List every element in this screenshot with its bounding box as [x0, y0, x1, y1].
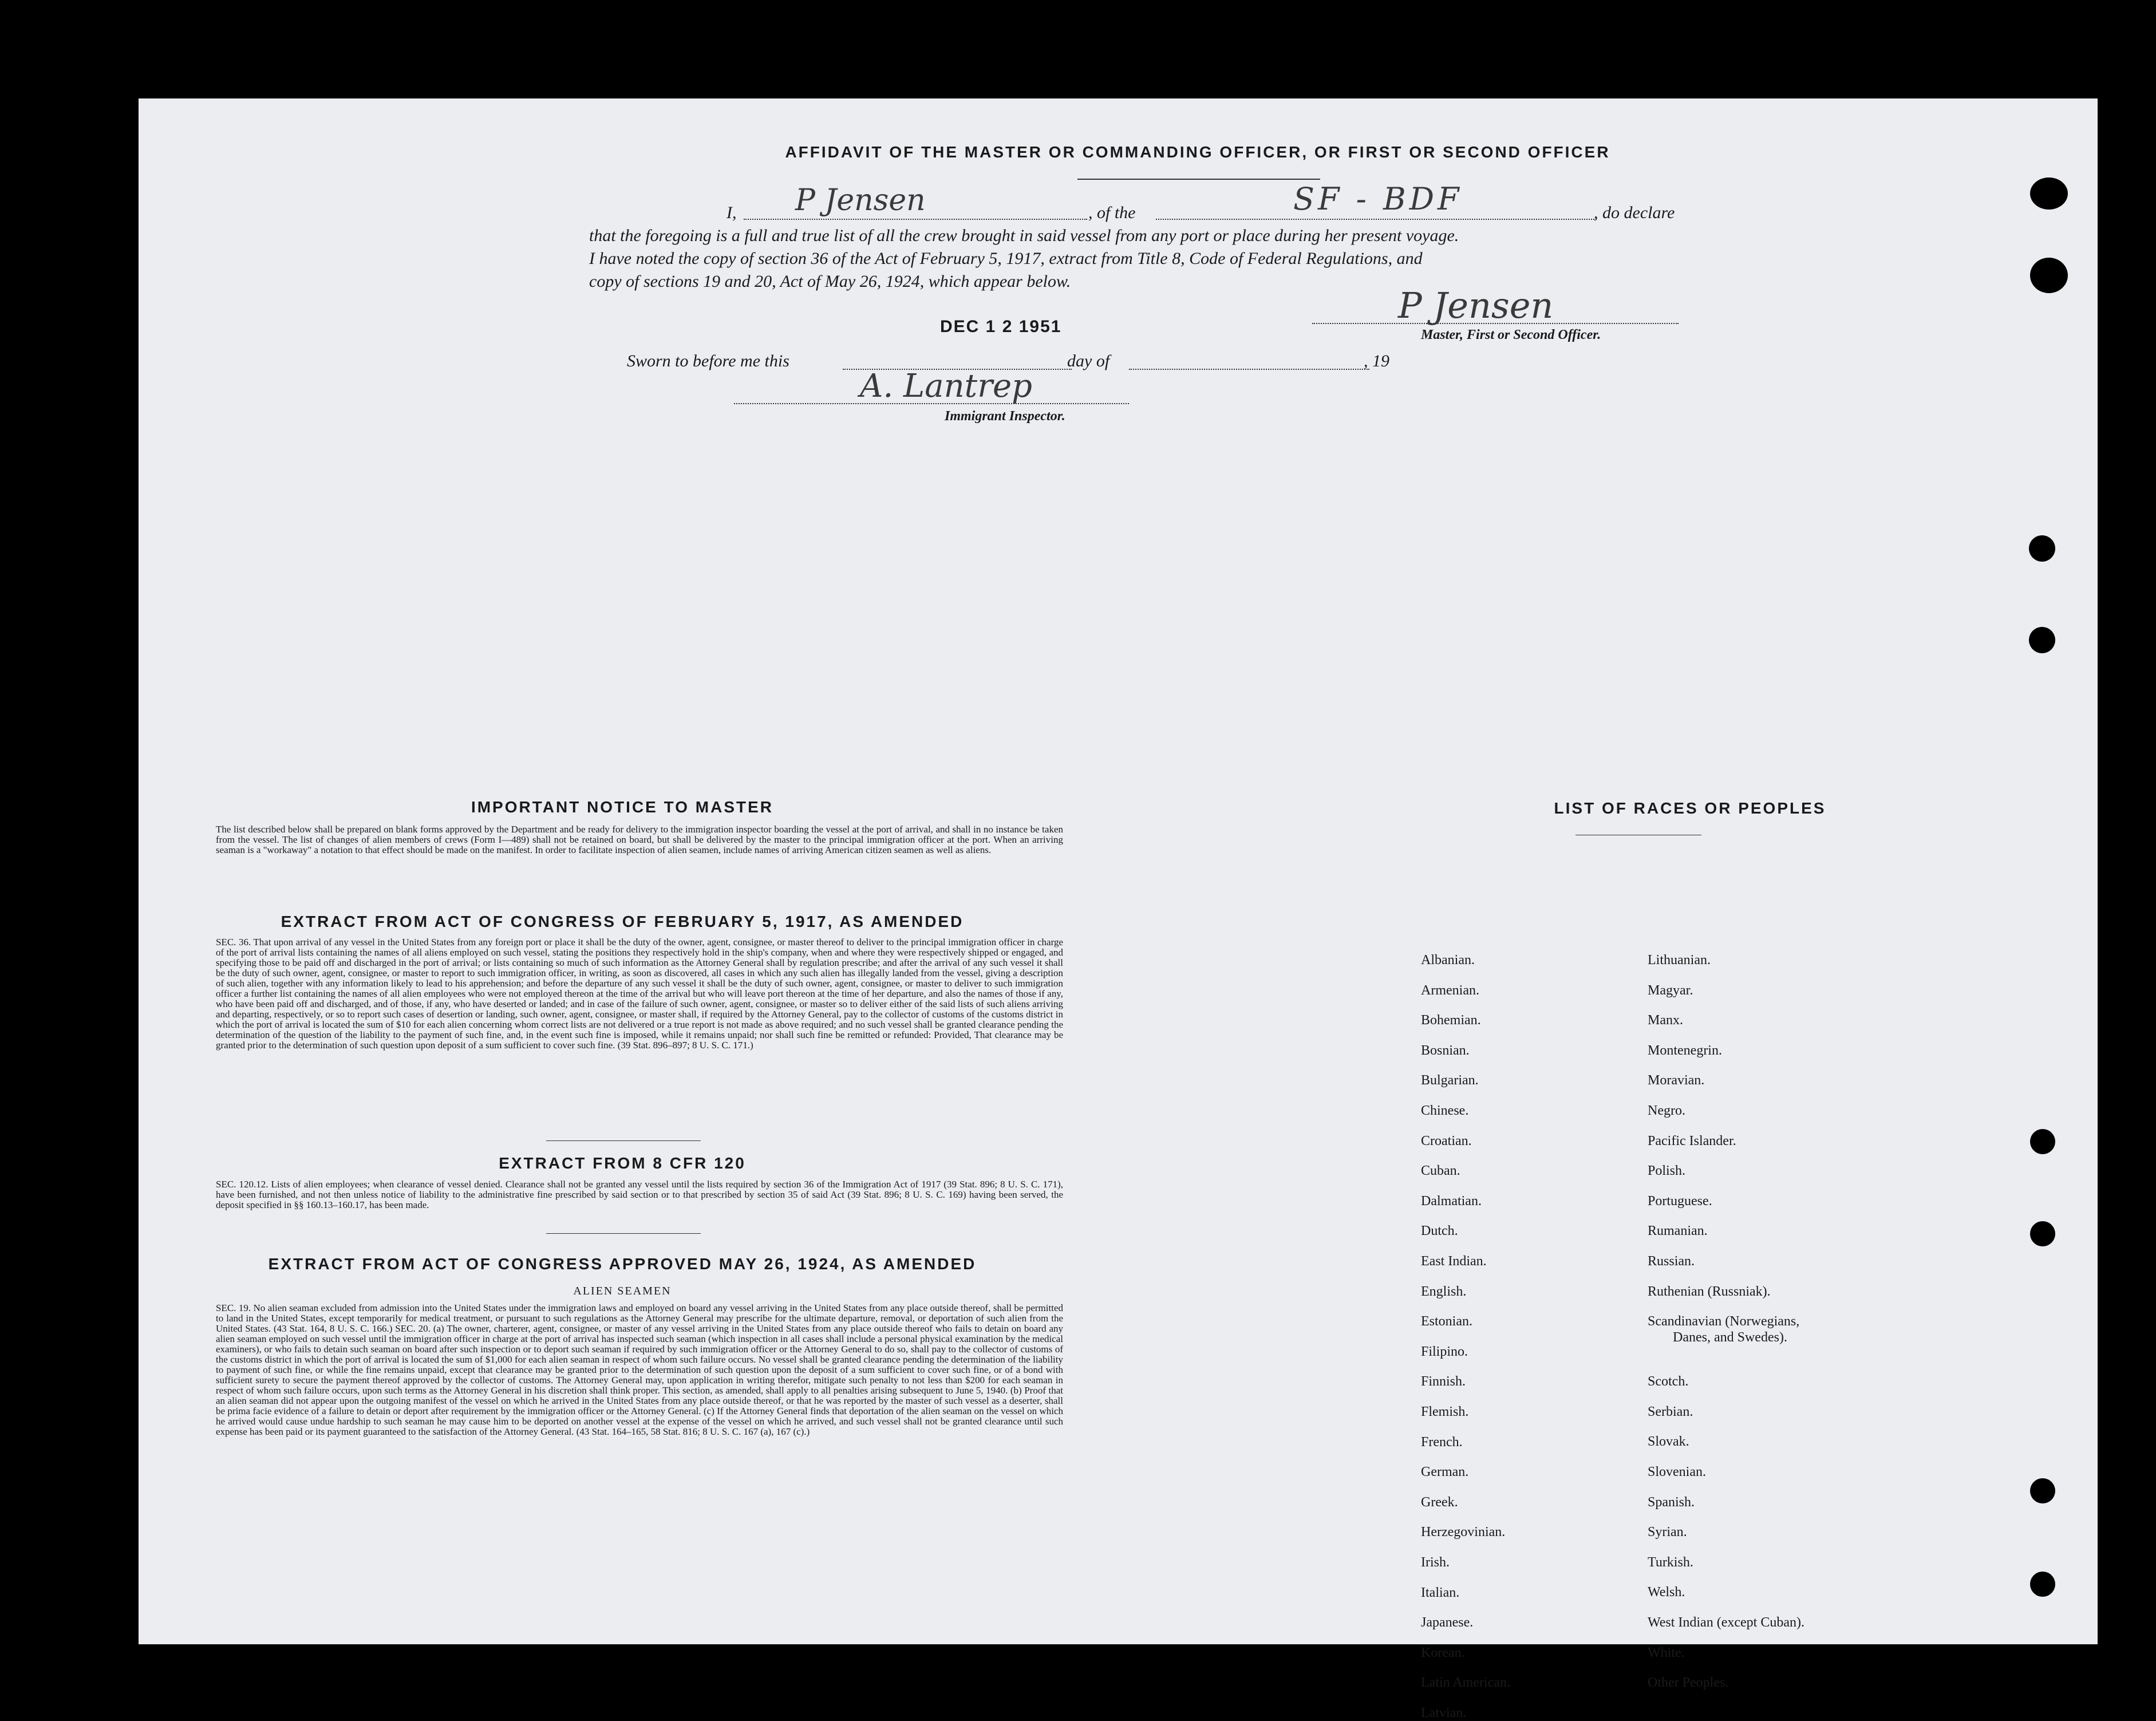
- declaration-line-1: [589, 181, 1849, 224]
- race-item: Slovak.: [1648, 1434, 1689, 1449]
- race-item: West Indian (except Cuban).: [1648, 1615, 1804, 1630]
- race-item: Magyar.: [1648, 983, 1693, 998]
- race-item: German.: [1421, 1465, 1469, 1479]
- binder-hole: [2030, 1478, 2055, 1503]
- race-item: Slovenian.: [1648, 1465, 1706, 1479]
- binder-hole: [2030, 1221, 2055, 1246]
- inspector-caption: Immigrant Inspector.: [945, 409, 1065, 424]
- binder-hole: [2030, 1572, 2055, 1597]
- race-item: Croatian.: [1421, 1134, 1472, 1148]
- race-item: Chinese.: [1421, 1103, 1469, 1118]
- race-item: Finnish.: [1421, 1374, 1466, 1389]
- race-item: Scandinavian (Norwegians,: [1648, 1314, 1800, 1329]
- date-stamp: DEC 1 2 1951: [940, 317, 1062, 336]
- divider: [546, 1233, 701, 1234]
- inspector-signature: A. Lantrep: [860, 368, 1032, 405]
- race-item: Scotch.: [1648, 1374, 1689, 1389]
- race-item: Herzegovinian.: [1421, 1525, 1506, 1540]
- day-of-label: day of: [1067, 352, 1110, 370]
- notice-body: The list described below shall be prepared on blank forms approved by the Department and be ready for delivery to the immigration inspector boarding the vessel at the port of arrival, and shall in no instance be taken from the vessel. The list of changes of alien members of crews (Form I—489) shall not be retained on board, but shall be delivered by the master to the principal immigration officer at the port. When an arriving seaman is a "workaway" a notation to that effect should be made on the manifest. In order to facilitate inspection of alien seamen, include names of arriving American citizen seamen as well as aliens.: [216, 824, 1063, 855]
- handwritten-vessel: SF - BDF: [1293, 181, 1463, 217]
- extract-1924-body: SEC. 19. No alien seaman excluded from admission into the United States under the immigration laws and employed on board any vessel arriving in the United States from any place outside thereof, shall be permitted to land in the United States, except temporarily for medical treatment, or pursuant to such regulations as the Attorney General may prescribe for the ultimate departure, removal, or deportation of such alien from the United States. (43 Stat. 164, 8 U. S. C. 166.) SEC. 20. (a) The owner, charterer, agent, consignee, or master of any vessel arriving in the United States from any place outside thereof who fails to detain on board any alien seaman employed on such vessel until the immigration officer in charge at the port of arrival has inspected such seaman (which inspection in all cases shall include a personal physical examination by the medical examiners), or who fails to detain such seaman on board after such inspection or to deport such seaman if required by such immigration officer or the Attorney General to do so, shall pay to the collector of customs of the customs district in which the port of arrival is located the sum of $1,000 for each alien seaman in respect of whom such failure occurs. No vessel shall be granted clearance pending the determination of the liability to payment of such fine, or while the fine remains unpaid, except that clearance may be granted prior to the determination of such question upon the deposit of a sum sufficient to cover such fine, or of a bond with sufficient surety to secure the payment thereof approved by the collector of customs. The Attorney General may, upon application in writing therefor, mitigate such penalty to not less than $200 for each seaman in respect of whom such failure occurs, upon such terms as the Attorney General in his discretion shall think proper. This section, as amended, shall apply to all penalties arising subsequent to June 5, 1940. (b) Proof that an alien seaman did not appear upon the outgoing manifest of the vessel on which he arrived in the United States from any place outside thereof, or that he was reported by the master of such vessel as a deserter, shall be prima facie evidence of a failure to detain or deport after requirement by the immigration officer or the Attorney General. (c) If the Attorney General finds that deportation of the alien seaman on the vessel on which he arrived would cause undue hardship to such seaman he may cause him to be deported on another vessel at the expense of the vessel on which he arrived, and such vessel shall not be granted clearance until such expense has been paid or its payment guaranteed to the satisfaction of the Attorney General. (43 Stat. 164–165, 58 Stat. 816; 8 U. S. C. 167 (a), 167 (c).): [216, 1302, 1063, 1437]
- race-item: Irish.: [1421, 1555, 1450, 1570]
- binder-hole: [2030, 1129, 2055, 1154]
- race-item: Greek.: [1421, 1495, 1458, 1510]
- master-signature: P Jensen: [1398, 285, 1554, 326]
- race-item: Italian.: [1421, 1585, 1460, 1600]
- race-item: Negro.: [1648, 1103, 1685, 1118]
- notice-title: IMPORTANT NOTICE TO MASTER: [471, 798, 774, 816]
- declaration-line-4: copy of sections 19 and 20, Act of May 26, 1924, which appear below.: [589, 272, 1071, 291]
- race-item: Armenian.: [1421, 983, 1479, 998]
- master-caption: Master, First or Second Officer.: [1421, 327, 1601, 342]
- race-item: Latin American.: [1421, 1675, 1510, 1690]
- race-item: Estonian.: [1421, 1314, 1472, 1329]
- race-item: Bohemian.: [1421, 1013, 1481, 1028]
- race-item: Syrian.: [1648, 1525, 1687, 1540]
- race-item: Cuban.: [1421, 1163, 1460, 1178]
- race-item: English.: [1421, 1284, 1467, 1299]
- races-title: LIST OF RACES OR PEOPLES: [1554, 799, 1826, 817]
- sworn-month-blank: [1129, 369, 1369, 370]
- sworn-label: Sworn to before me this: [627, 352, 789, 370]
- inspector-signature-line: [734, 403, 1129, 404]
- race-item: Bosnian.: [1421, 1043, 1470, 1058]
- declaration-line-2: that the foregoing is a full and true list of all the crew brought in said vessel from any port or place during her present voyage.: [589, 226, 1459, 245]
- declaration-line-3: I have noted the copy of section 36 of the Act of February 5, 1917, extract from Title 8, Code of Federal Regulations, and: [589, 249, 1423, 268]
- divider: [546, 1140, 701, 1141]
- race-item: French.: [1421, 1435, 1463, 1450]
- race-item: Manx.: [1648, 1013, 1683, 1028]
- race-item: Dalmatian.: [1421, 1194, 1482, 1209]
- binder-hole: [2029, 627, 2055, 653]
- race-item: Japanese.: [1421, 1615, 1474, 1630]
- race-item: Montenegrin.: [1648, 1043, 1722, 1058]
- race-item: Ruthenian (Russniak).: [1648, 1284, 1771, 1299]
- binder-hole: [2029, 535, 2055, 562]
- binder-hole: [2030, 177, 2068, 210]
- race-item: Korean.: [1421, 1645, 1465, 1660]
- extract-1917-title: EXTRACT FROM ACT OF CONGRESS OF FEBRUARY 5, 1917, AS AMENDED: [281, 913, 964, 930]
- extract-cfr-title: EXTRACT FROM 8 CFR 120: [499, 1154, 746, 1172]
- race-item: Filipino.: [1421, 1344, 1468, 1359]
- race-item: White.: [1648, 1645, 1685, 1660]
- extract-1924-title: EXTRACT FROM ACT OF CONGRESS APPROVED MAY 26, 1924, AS AMENDED: [268, 1255, 977, 1273]
- race-item: Spanish.: [1648, 1495, 1695, 1510]
- race-item: Welsh.: [1648, 1585, 1685, 1600]
- year-prefix: , 19: [1364, 352, 1389, 370]
- alien-seamen-subtitle: ALIEN SEAMEN: [573, 1285, 672, 1297]
- race-item: Turkish.: [1648, 1555, 1693, 1570]
- race-item: Russian.: [1648, 1254, 1695, 1269]
- race-item: Flemish.: [1421, 1404, 1469, 1419]
- binder-hole: [2030, 258, 2068, 293]
- race-item: Rumanian.: [1648, 1223, 1708, 1238]
- race-item: Albanian.: [1421, 953, 1475, 968]
- race-item: Latvian.: [1421, 1706, 1467, 1720]
- extract-cfr-body: SEC. 120.12. Lists of alien employees; when clearance of vessel denied. Clearance shall not be granted any vessel until the lists required by section 36 of the Immigration Act of 1917 (39 Stat. 896; 8 U. S. C. 171), have been furnished, and not then unless notice of liability to the administrative fine prescribed by said section or to that prescribed by section 35 of said Act (39 Stat. 896; 8 U. S. C. 169) having been served, the deposit specified in §§ 160.13–160.17, has been made.: [216, 1179, 1063, 1210]
- i-label: I,: [726, 203, 737, 222]
- race-item: East Indian.: [1421, 1254, 1487, 1269]
- do-declare-label: , do declare: [1594, 203, 1675, 222]
- affidavit-title: AFFIDAVIT OF THE MASTER OR COMMANDING OFFICER, OR FIRST OR SECOND OFFICER: [785, 143, 1610, 161]
- handwritten-name: P Jensen: [795, 183, 926, 218]
- race-item: Danes, and Swedes).: [1673, 1330, 1787, 1345]
- race-item: Portuguese.: [1648, 1194, 1712, 1209]
- of-the-label: , of the: [1088, 203, 1136, 222]
- name-blank: [744, 219, 1087, 220]
- race-item: Dutch.: [1421, 1223, 1458, 1238]
- race-item: Polish.: [1648, 1163, 1686, 1178]
- title-underline: [1077, 179, 1320, 180]
- race-item: Lithuanian.: [1648, 953, 1711, 968]
- race-item: Serbian.: [1648, 1404, 1693, 1419]
- extract-1917-body: SEC. 36. That upon arrival of any vessel in the United States from any foreign port or place it shall be the duty of the owner, agent, consignee, or master thereof to deliver to the principal immigration officer in charge of the port of arrival lists containing the names of all aliens employed on such vessel, stating the positions they respectively hold in the ship's company, when and where they were respectively shipped or engaged, and specifying those to be paid off and discharged in the port of arrival; or lists containing so much of such information as the Attorney General shall by regulation prescribe; and after the arrival of any such vessel it shall be the duty of such owner, agent, consignee, or master to report to such immigration officer, in writing, as soon as discovered, all cases in which any such alien has illegally landed from the vessel, giving a description of such alien, together with any information likely to lead to his apprehension; and before the departure of any such vessel it shall be the duty of such owner, agent, consignee, or master to deliver to such immigration officer a further list containing the names of all alien employees who were not employed thereon at the time of the arrival but who will leave port thereon at the time of her departure, and also the names of those if any, who have been paid off and discharged, and of those, if any, who have deserted or landed; and in case of the failure of such owner, agent, consignee, or master so to deliver either of the said lists of such aliens arriving and departing, respectively, or so to report such cases of desertion or landing, such owner, agent, consignee, or master shall, if required by the Attorney General, pay to the collector of customs of the customs district in which the port of arrival is located the sum of $10 for each alien concerning whom correct lists are not delivered or a true report is not made as above required; and no such vessel shall be granted clearance pending the determination of the question of the liability to the payment of such fine, and, in the event such fine is imposed, while it remains unpaid; nor shall such fine be remitted or refunded: Provided, That clearance may be granted prior to the determination of such question upon deposit of a sum sufficient to cover such fine. (39 Stat. 896–897; 8 U. S. C. 171.): [216, 937, 1063, 1051]
- race-item: Bulgarian.: [1421, 1073, 1479, 1088]
- vessel-blank: [1156, 219, 1597, 220]
- race-item: Pacific Islander.: [1648, 1134, 1736, 1148]
- master-signature-line: [1312, 323, 1679, 324]
- document-page: [139, 98, 2098, 1720]
- race-item: Moravian.: [1648, 1073, 1705, 1088]
- race-item: Other Peoples.: [1648, 1675, 1729, 1690]
